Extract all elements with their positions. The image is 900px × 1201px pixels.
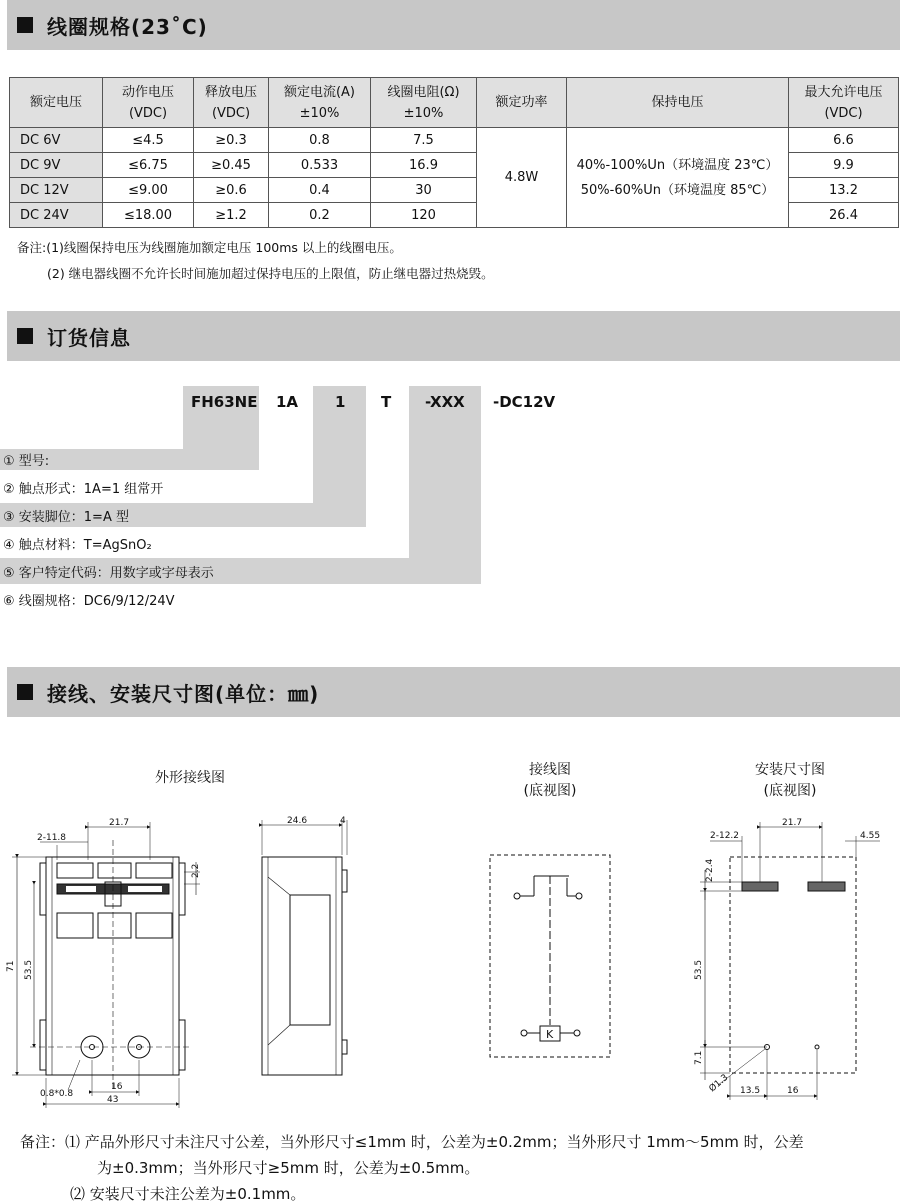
cell-pickup: ≤4.5: [103, 128, 194, 153]
order-item-3: ③ 安装脚位：1=A 型: [3, 510, 129, 525]
footnote-1-cont: 为±0.3mm；当外形尺寸≥5mm 时，公差为±0.5mm。: [97, 1159, 480, 1177]
header-rated-current: 额定电流(A) ±10%: [269, 78, 371, 128]
dim-24-6: 24.6: [287, 816, 308, 826]
mount-title: 安装尺寸图 (底视图): [755, 762, 825, 799]
cell-max: 26.4: [789, 203, 899, 228]
cell-rated: DC 12V: [10, 178, 103, 203]
header-release-voltage: 释放电压 (VDC): [194, 78, 269, 128]
outline-title: 外形接线图: [155, 770, 225, 786]
cell-max: 9.9: [789, 153, 899, 178]
dim-53-5-mount: 53.5: [694, 959, 704, 980]
outline-side-view: [262, 820, 347, 1075]
cell-release: ≥0.45: [194, 153, 269, 178]
dim-hole-diameter: Ø1.3: [707, 1072, 731, 1095]
cell-release: ≥1.2: [194, 203, 269, 228]
dim-2-12-2: 2-12.2: [710, 831, 740, 841]
cell-rated: DC 9V: [10, 153, 103, 178]
order-part-customer: -XXX: [425, 393, 465, 411]
wiring-diagram: [490, 855, 610, 1057]
cell-resistance: 30: [371, 178, 477, 203]
section-title: 线圈规格(23˚C): [47, 15, 208, 39]
cell-max: 6.6: [789, 128, 899, 153]
cell-hold-voltage: 40%-100%Un（环境温度 23℃） 50%-60%Un（环境温度 85℃）: [567, 128, 789, 228]
cell-current: 0.2: [269, 203, 371, 228]
cell-pickup: ≤6.75: [103, 153, 194, 178]
dim-2-2: 2.2: [191, 863, 201, 878]
dim-7-1: 7.1: [694, 1050, 704, 1065]
order-item-4: ④ 触点材料：T=AgSnO₂: [3, 538, 152, 553]
coil-k-label: K: [546, 1028, 554, 1041]
dim-0-8: 0.8*0.8: [40, 1089, 74, 1099]
dim-2-2-4: 2-2.4: [705, 858, 715, 882]
section-title: 接线、安装尺寸图(单位：㎜): [47, 682, 320, 706]
footnote-1: 备注：⑴ 产品外形尺寸未注尺寸公差，当外形尺寸≤1mm 时，公差为±0.2mm；当外形尺寸 1mm～5mm 时，公差: [20, 1133, 804, 1151]
dim-53-5: 53.5: [24, 959, 34, 980]
dim-2-11-8: 2-11.8: [37, 833, 67, 843]
order-item-1: ① 型号:: [3, 454, 50, 469]
cell-resistance: 16.9: [371, 153, 477, 178]
dim-21-7-mount: 21.7: [782, 818, 803, 828]
header-max-voltage: 最大允许电压 (VDC): [789, 78, 899, 128]
dim-21-7: 21.7: [109, 818, 130, 828]
dim-4: 4: [340, 816, 346, 826]
header-hold-voltage: 保持电压: [567, 78, 789, 128]
order-part-contact: 1A: [276, 393, 299, 411]
cell-power: 4.8W: [477, 128, 567, 228]
cell-release: ≥0.6: [194, 178, 269, 203]
header-pickup-voltage: 动作电压 (VDC): [103, 78, 194, 128]
order-part-mount: 1: [335, 393, 346, 411]
cell-resistance: 7.5: [371, 128, 477, 153]
order-item-6: ⑥ 线圈规格：DC6/9/12/24V: [3, 594, 175, 609]
dim-4-55: 4.55: [860, 831, 881, 841]
order-part-coil: -DC12V: [493, 393, 556, 411]
cell-current: 0.4: [269, 178, 371, 203]
header-coil-resistance: 线圈电阻(Ω) ±10%: [371, 78, 477, 128]
dim-71: 71: [6, 960, 16, 972]
section-title: 订货信息: [47, 326, 131, 350]
cell-pickup: ≤9.00: [103, 178, 194, 203]
cell-rated: DC 6V: [10, 128, 103, 153]
cell-max: 13.2: [789, 178, 899, 203]
order-item-2: ② 触点形式：1A=1 组常开: [3, 482, 164, 497]
cell-current: 0.533: [269, 153, 371, 178]
cell-resistance: 120: [371, 203, 477, 228]
outline-front-view: [12, 822, 200, 1108]
cell-pickup: ≤18.00: [103, 203, 194, 228]
order-item-5: ⑤ 客户特定代码：用数字或字母表示: [3, 566, 214, 581]
cell-rated: DC 24V: [10, 203, 103, 228]
note-1: 备注:(1)线圈保持电压为线圈施加额定电压 100ms 以上的线圈电压。: [17, 240, 402, 255]
header-rated-power: 额定功率: [477, 78, 567, 128]
dim-43: 43: [107, 1095, 119, 1105]
order-part-model: FH63NE: [191, 393, 258, 411]
wiring-title: 接线图 (底视图): [523, 762, 577, 799]
note-2: (2) 继电器线圈不允许长时间施加超过保持电压的上限值，防止继电器过热烧毁。: [47, 266, 494, 281]
cell-release: ≥0.3: [194, 128, 269, 153]
dim-13-5: 13.5: [740, 1086, 761, 1096]
order-part-material: T: [381, 393, 392, 411]
dim-16: 16: [111, 1082, 123, 1092]
cell-current: 0.8: [269, 128, 371, 153]
dim-16-mount: 16: [787, 1086, 799, 1096]
footnote-2: ⑵ 安装尺寸未注公差为±0.1mm。: [70, 1185, 306, 1201]
header-rated-voltage: 额定电压: [10, 78, 103, 128]
mount-diagram: [700, 822, 880, 1100]
